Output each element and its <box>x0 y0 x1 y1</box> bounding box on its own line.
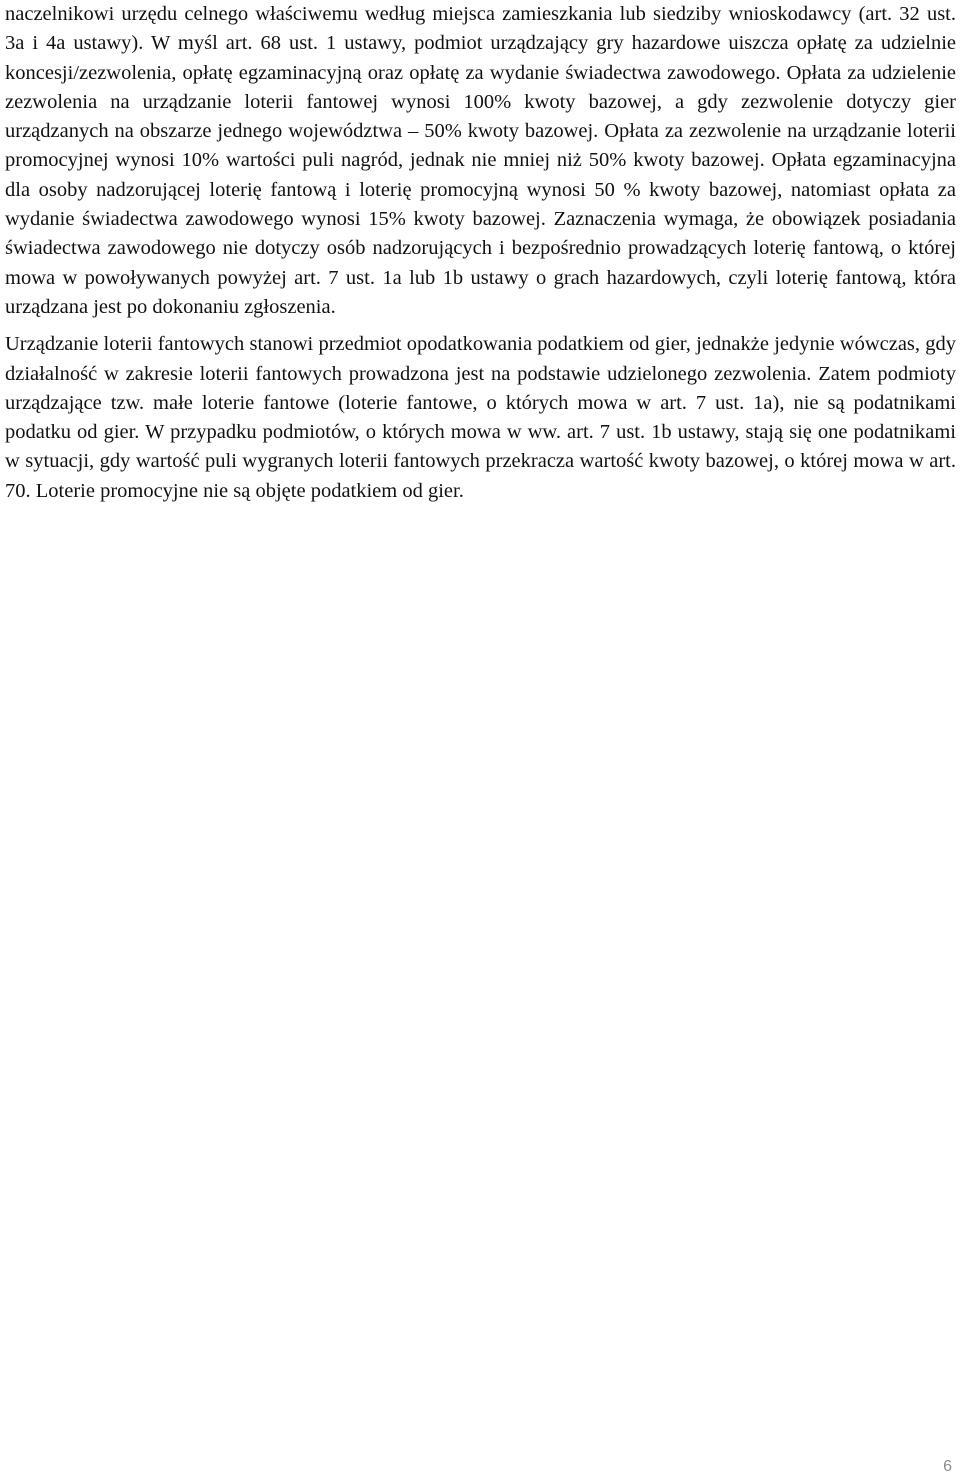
page-number: 6 <box>943 1458 952 1475</box>
paragraph-fees: naczelnikowi urzędu celnego właściwemu według miejsca zamieszkania lub siedziby wnioskodawcy (art. 32 ust. 3a i 4a ustawy). W myśl art. 68 ust. 1 ustawy, podmiot urządzający gry hazardowe uiszcza opłatę za udzielnie koncesji/zezwolenia, opłatę egzaminacyjną oraz opłatę za wydanie świadectwa zawodowego. Opłata za udzielenie zezwolenia na urządzanie loterii fantowej wynosi 100% kwoty bazowej, a gdy zezwolenie dotyczy gier urządzanych na obszarze jednego województwa – 50% kwoty bazowej. Opłata za zezwolenie na urządzanie loterii promocyjnej wynosi 10% wartości puli nagród, jednak nie mniej niż 50% kwoty bazowej. Opłata egzaminacyjna dla osoby nadzorującej loterię fantową i loterię promocyjną wynosi 50 % kwoty bazowej, natomiast opłata za wydanie świadectwa zawodowego wynosi 15% kwoty bazowej. Zaznaczenia wymaga, że obowiązek posiadania świadectwa zawodowego nie dotyczy osób nadzorujących i bezpośrednio prowadzących loterię fantową, o której mowa w powoływanych powyżej art. 7 ust. 1a lub 1b ustawy o grach hazardowych, czyli loterię fantową, która urządzana jest po dokonaniu zgłoszenia. <box>5 3 956 318</box>
document-body <box>5 0 956 506</box>
paragraph-taxation: Urządzanie loterii fantowych stanowi przedmiot opodatkowania podatkiem od gier, jednakże jedynie wówczas, gdy działalność w zakresie loterii fantowych prowadzona jest na podstawie udzielonego zezwolenia. Zatem podmioty urządzające tzw. małe loterie fantowe (loterie fantowe, o których mowa w art. 7 ust. 1a), nie są podatnikami podatku od gier. W przypadku podmiotów, o których mowa w ww. art. 7 ust. 1b ustawy, stają się one podatnikami w sytuacji, gdy wartość puli wygranych loterii fantowych przekracza wartość kwoty bazowej, o której mowa w art. 70. Loterie promocyjne nie są objęte podatkiem od gier. <box>5 333 956 502</box>
